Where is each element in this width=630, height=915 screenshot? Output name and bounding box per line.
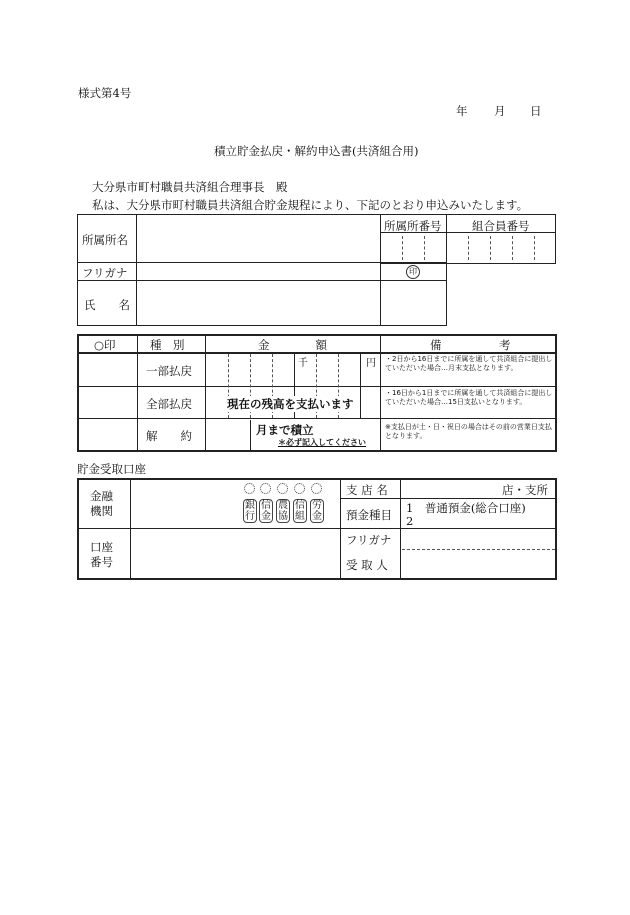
page-title: 積立貯金払戻・解約申込書(共済組合用): [214, 144, 419, 158]
bank-type-shinkin[interactable]: 信金: [261, 500, 271, 522]
bank-type-shinkumi[interactable]: 信組: [295, 500, 305, 522]
branch-label: 支 店 名: [346, 483, 388, 497]
cancellation-label: 解 約: [146, 429, 192, 443]
partial-withdrawal-note: ・2日から16日までに所属を通して共済組合に提出していただいた場合…月末支払となります。: [385, 355, 553, 372]
select-circle-icon[interactable]: [294, 483, 305, 494]
select-circle-icon[interactable]: [244, 483, 255, 494]
name-field[interactable]: [140, 284, 376, 322]
account-section-label: 貯金受取口座: [77, 462, 146, 476]
recipient-furigana-label: フリガナ: [346, 533, 392, 547]
institution-label: 金融 機関: [90, 489, 113, 518]
cancellation-required-note: ＊必ず記入してください: [278, 438, 366, 447]
date-month-label: 月: [494, 104, 506, 118]
statement: 私は、大分県市町村職員共済組合貯金規程により、下記のとおり申込みいたします。: [92, 198, 529, 212]
select-circle-icon[interactable]: [260, 483, 271, 494]
full-withdrawal-amount-text: 現在の残高を支払います: [227, 397, 354, 411]
office-label: 所属所名: [82, 233, 128, 247]
mark-column-header: ○印: [94, 338, 116, 352]
branch-name-field[interactable]: [404, 481, 498, 496]
deposit-type-label: 預金種目: [346, 508, 392, 522]
partial-withdrawal-mark-cell[interactable]: [80, 356, 134, 384]
full-withdrawal-label: 全部払戻: [146, 397, 192, 411]
select-circle-icon[interactable]: [311, 483, 322, 494]
branch-suffix: 店・支所: [502, 483, 548, 497]
office-number-label: 所属所番号: [384, 219, 442, 233]
form-number: 様式第4号: [78, 86, 132, 100]
institution-name-field[interactable]: [134, 482, 234, 524]
furigana-label: フリガナ: [82, 266, 128, 280]
deposit-type-option-2[interactable]: 2: [406, 514, 414, 528]
full-withdrawal-note: ・16日から1日までに所属を通して共済組合に提出していただいた場合…15日支払いとなります。: [385, 389, 553, 406]
bank-type-nokyo[interactable]: 農協: [278, 500, 288, 522]
payment-date-note: ※支払日が土・日・祝日の場合はその前の営業日支払となります。: [385, 423, 552, 440]
amount-column-header: 金 額: [258, 338, 327, 352]
bank-type-bank[interactable]: 銀行: [245, 500, 255, 522]
thousand-unit: 千: [298, 358, 308, 369]
addressee: 大分県市町村職員共済組合理事長 殿: [92, 180, 288, 194]
type-column-header: 種 別: [150, 338, 185, 352]
deposit-type-ordinary[interactable]: 1 普通預金(総合口座): [406, 501, 526, 515]
notes-column-header: 備 考: [430, 338, 511, 352]
cancellation-mark-cell[interactable]: [80, 421, 134, 450]
member-number-label: 組合員番号: [472, 219, 530, 233]
cancellation-amount-text: 月まで積立: [256, 423, 314, 437]
recipient-label: 受 取 人: [346, 558, 388, 572]
recipient-name-field[interactable]: [404, 552, 554, 577]
date-day-label: 日: [530, 104, 542, 118]
bank-type-rokin[interactable]: 労金: [312, 500, 322, 522]
partial-withdrawal-label: 一部払戻: [146, 364, 192, 378]
office-name-field[interactable]: [140, 218, 376, 258]
furigana-field[interactable]: [140, 264, 376, 278]
account-number-field[interactable]: [134, 531, 336, 577]
yen-unit: 円: [366, 358, 376, 369]
account-number-label: 口座 番号: [90, 540, 113, 569]
name-label: 氏 名: [84, 298, 130, 312]
full-withdrawal-mark-cell[interactable]: [80, 389, 134, 416]
seal-mark-icon: 印: [406, 265, 420, 279]
cancellation-month-field[interactable]: [209, 421, 247, 450]
recipient-furigana-field[interactable]: [404, 531, 554, 547]
select-circle-icon[interactable]: [277, 483, 288, 494]
date-year-label: 年: [456, 104, 468, 118]
